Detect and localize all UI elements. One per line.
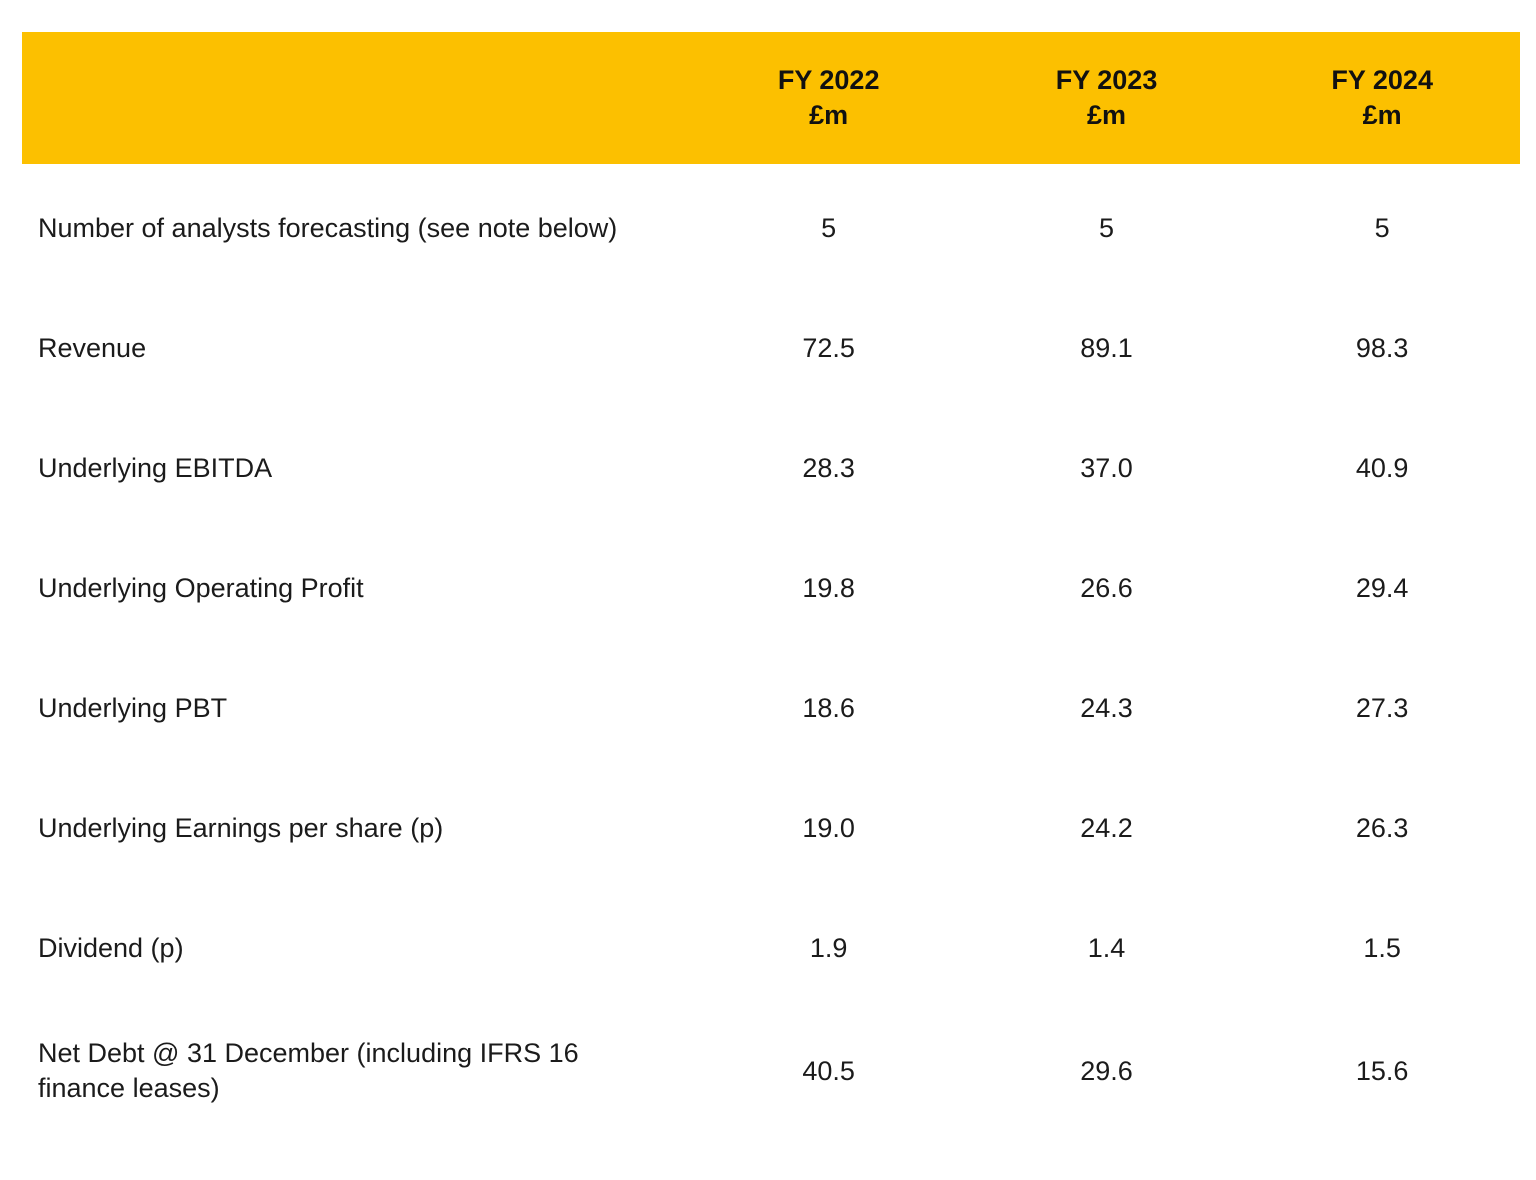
row-value-fy2024: 98.3 bbox=[1355, 332, 1409, 363]
row-value-fy2024: 5 bbox=[1374, 212, 1390, 243]
row-value-fy2024: 26.3 bbox=[1355, 812, 1409, 843]
table-row-underlying-pbt bbox=[22, 648, 1520, 768]
row-value-fy2023: 5 bbox=[1099, 212, 1115, 243]
row-label: Underlying EBITDA bbox=[38, 452, 273, 483]
row-value-fy2023: 29.6 bbox=[1080, 1055, 1133, 1086]
table-row-net-debt bbox=[22, 1008, 1520, 1134]
row-value-fy2023: 1.4 bbox=[1087, 932, 1126, 963]
row-value-fy2024: 1.5 bbox=[1363, 932, 1401, 963]
row-value-fy2024: 40.9 bbox=[1355, 452, 1409, 483]
row-value-fy2024: 27.3 bbox=[1355, 692, 1409, 723]
row-value-fy2023: 24.3 bbox=[1080, 692, 1133, 723]
forecast-table bbox=[22, 32, 1520, 1134]
row-label: Net Debt @ 31 December (including IFRS 16 finance leases) bbox=[38, 1038, 579, 1103]
row-value-fy2022: 72.5 bbox=[802, 332, 855, 363]
table-row-revenue bbox=[22, 288, 1520, 408]
table-row-underlying-operating-profit bbox=[22, 528, 1520, 648]
row-label: Number of analysts forecasting (see note below) bbox=[38, 212, 618, 243]
row-label: Revenue bbox=[38, 332, 147, 363]
table-row-analysts bbox=[22, 168, 1520, 288]
row-value-fy2022: 28.3 bbox=[802, 452, 855, 483]
column-unit: £m bbox=[1087, 100, 1127, 130]
row-label: Underlying PBT bbox=[38, 692, 228, 723]
table-row-dividend bbox=[22, 888, 1520, 1008]
table-body bbox=[22, 168, 1520, 1134]
row-value-fy2024: 29.4 bbox=[1355, 572, 1409, 603]
table-header-row bbox=[22, 32, 1520, 164]
row-value-fy2023: 24.2 bbox=[1080, 812, 1133, 843]
column-header-fy2024 bbox=[1244, 63, 1520, 133]
row-value-fy2022: 5 bbox=[821, 212, 837, 243]
column-header-fy2022 bbox=[689, 63, 969, 133]
row-value-fy2022: 19.0 bbox=[802, 812, 855, 843]
column-year: FY 2023 bbox=[1055, 65, 1158, 95]
row-label: Dividend (p) bbox=[38, 932, 184, 963]
column-unit: £m bbox=[809, 100, 849, 130]
row-value-fy2023: 89.1 bbox=[1080, 332, 1133, 363]
row-value-fy2024: 15.6 bbox=[1355, 1055, 1409, 1086]
column-year: FY 2024 bbox=[1331, 65, 1433, 95]
row-value-fy2022: 1.9 bbox=[809, 932, 848, 963]
column-unit: £m bbox=[1362, 100, 1402, 130]
row-label: Underlying Earnings per share (p) bbox=[38, 812, 444, 843]
row-value-fy2022: 40.5 bbox=[802, 1055, 855, 1086]
row-value-fy2022: 19.8 bbox=[802, 572, 855, 603]
row-value-fy2023: 37.0 bbox=[1080, 452, 1133, 483]
row-label: Underlying Operating Profit bbox=[38, 572, 364, 603]
column-header-fy2023 bbox=[969, 63, 1245, 133]
column-year: FY 2022 bbox=[777, 65, 880, 95]
table-row-underlying-ebitda bbox=[22, 408, 1520, 528]
row-value-fy2023: 26.6 bbox=[1080, 572, 1133, 603]
row-value-fy2022: 18.6 bbox=[802, 692, 855, 723]
table-row-underlying-eps bbox=[22, 768, 1520, 888]
